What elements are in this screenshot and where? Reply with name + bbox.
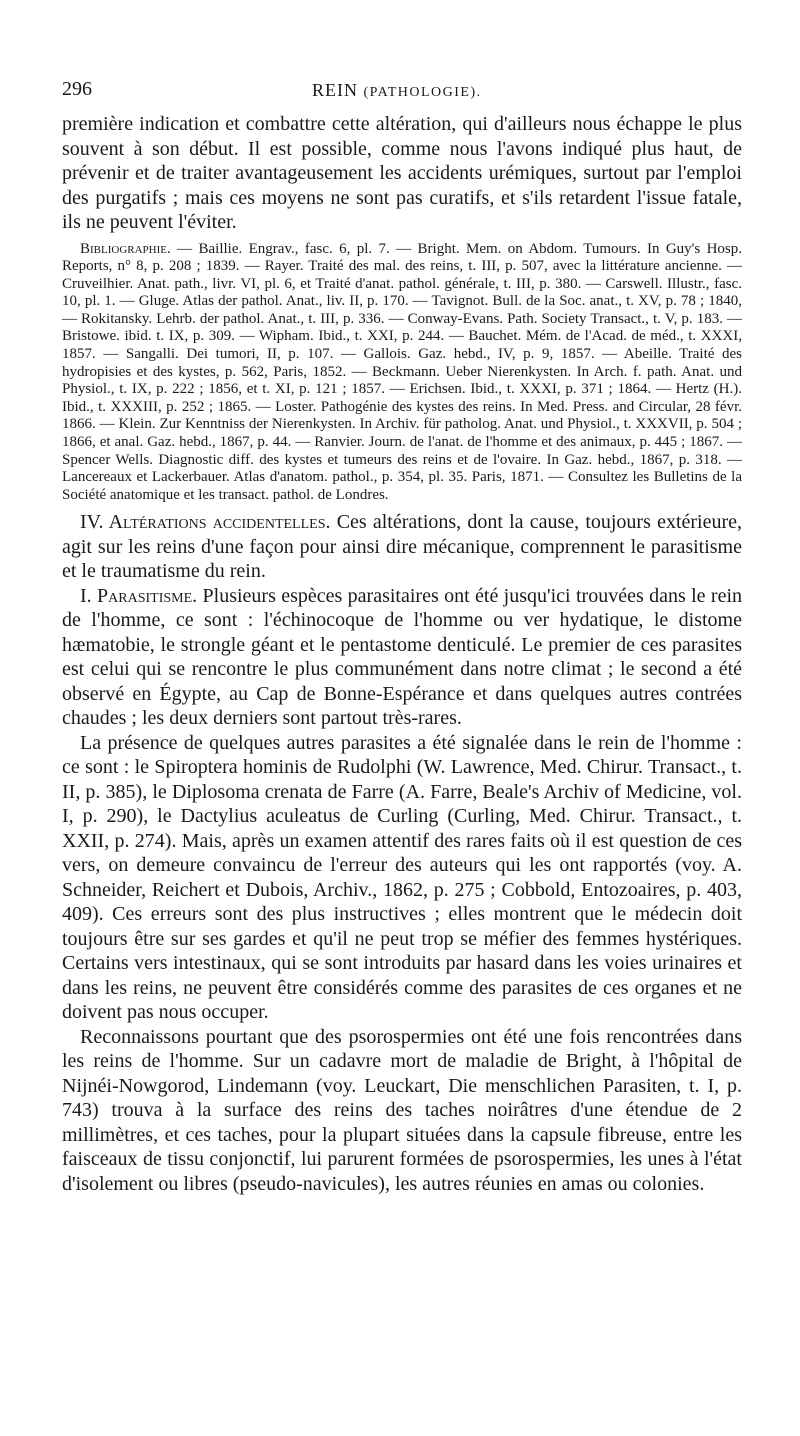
bibliography [62, 241, 742, 505]
paragraph-continuation: première indication et combattre cette altération, qui d'ailleurs nous échappe le plus souvent à son début. Il est possible, comme nous l'avons indiqué plus haut, de prévenir et de traiter avantageusement les accidents urémiques, surtout par l'emploi des purgatifs ; mais ces moyens ne sont pas curatifs, et s'ils retardent l'issue fatale, ils ne peuvent l'éviter. [62, 113, 742, 233]
subsection-heading: I. Parasitisme. [80, 584, 198, 607]
body-text [62, 112, 742, 1196]
section-heading: IV. Altérations accidentelles. [80, 511, 331, 534]
running-title-main: REIN [312, 80, 358, 100]
bibliography-heading: Bibliographie. [80, 240, 171, 257]
document-page [62, 78, 742, 1196]
bibliography-text: — Baillie. Engrav., fasc. 6, pl. 7. — Bright. Mem. on Abdom. Tumours. In Guy's Hosp. Reports, n° 8, p. 208 ; 1839. — Rayer. Traité des mal. des reins, t. III, p. 507, avec la littérature ancienne. — Cruveilhier. Anat. path., livr. VI, pl. 6, et Traité d'anat. pathol. générale, t. III, p. 380. — Carswell. Illustr., fasc. 10, pl. 1. — Gluge. Atlas der pathol. Anat., liv. II, p. 170. — Tavignot. Bull. de la Soc. anat., t. XV, p. 78 ; 1840, — Rokitansky. Lehrb. der pathol. Anat., t. III, p. 336. — Conway-Evans. Path. Society Transact., t. V, p. 183. — Bristowe. ibid. t. IX, p. 309. — Wipham. Ibid., t. XXI, p. 244. — Bauchet. Mém. de l'Acad. de méd., t. XXXI, 1857. — Sangalli. Dei tumori, II, p. 107. — Gallois. Gaz. hebd., IV, p. 9, 1857. — Abeille. Traité des hydropisies et des kystes, p. 562, Paris, 1852. — Beckmann. Ueber Nierenkysten. In Arch. f. path. Anat. und Physiol., t. IX, p. 222 ; 1856, et t. XI, p. 121 ; 1857. — Erichsen. Ibid., t. XXXI, p. 371 ; 1864. — Hertz (H.). Ibid., t. XXXIII, p. 252 ; 1865. — Loster. Pathogénie des kystes des reins. In Med. Press. and Circular, 28 févr. 1866. — Klein. Zur Kenntniss der Nierenkysten. In Archiv. für patholog. Anat. und Physiol., t. XXXVII, p. 504 ; 1866, et anal. Gaz. hebd., 1867, p. 44. — Ranvier. Journ. de l'anat. de l'homme et des animaux, p. 445 ; 1867. — Spencer Wells. Diagnostic diff. des kystes et tumeurs des reins et de l'ovaire. In Gaz. hebd., 1867, p. 318. — Lancereaux et Lackerbauer. Atlas d'anatom. pathol., p. 354, pl. 35. Paris, 1871. — Consultez les Bulletins de la Société anatomique et les transact. pathol. de Londres. [62, 240, 743, 503]
page-header [62, 78, 742, 112]
paragraph-other-parasites: La présence de quelques autres parasites a été signalée dans le rein de l'homme : ce sont : le Spiroptera hominis de Rudolphi (W. Lawrence, Med. Chirur. Transact., t. II, p. 385), le Diplosoma crenata de Farre (A. Farre, Beale's Archiv of Medicine, vol. I, p. 290), le Dactylius aculeatus de Curling (Curling, Med. Chirur. Transact., t. XXII, p. 274). Mais, après un examen attentif des rares faits où il est question de ces vers, on demeure convaincu de l'erreur des auteurs qui les ont rapportés (voy. A. Schneider, Reichert et Dubois, Archiv., 1862, p. 275 ; Cobbold, Entozoaires, p. 403, 409). Ces erreurs sont des plus instructives ; elles montrent que le médecin doit toujours être sur ses gardes et qu'il ne peut trop se méfier des femmes hystériques. Certains vers intestinaux, qui se sont introduits par hasard dans les voies urinaires et dans les reins, ne peuvent être considérés comme des parasites de ces organes et ne doivent pas nous occuper. [62, 731, 742, 1024]
subsection-parasitism [62, 584, 742, 731]
running-title-sub: (PATHOLOGIE). [363, 85, 482, 100]
section-text: Ces altérations, dont la cause, toujours extérieure, agit sur les reins d'une façon pour ainsi dire mécanique, comprennent le parasitisme et le traumatisme du rein. [62, 511, 743, 583]
subsection-text: Plusieurs espèces parasitaires ont été jusqu'ici trouvées dans le rein de l'homme, ce sont : l'échinocoque de l'homme ou ver hydatique, le distome hæmatobie, le strongle géant et le pentastome denticulé. Le premier de ces parasites est celui qui se rencontre le plus communément dans notre climat ; le second a été observé en Égypte, au Cap de Bonne-Espérance et dans quelques autres contrées chaudes ; les deux derniers sont partout très-rares. [62, 584, 742, 730]
paragraph-psorospermies: Reconnaissons pourtant que des psorospermies ont été une fois rencontrées dans les reins de l'homme. Sur un cadavre mort de maladie de Bright, à l'hôpital de Nijnéi-Nowgorod, Lindemann (voy. Leuckart, Die menschlichen Parasiten, t. I, p. 743) trouva à la surface des reins des taches noirâtres d'une étendue de 2 millimètres, et ces taches, pour la plupart situées dans la capsule fibreuse, entre les faisceaux de tissu conjonctif, lui parurent formées de psorospermies, les unes à l'état d'isolement ou libres (pseudo-navicules), les autres réunies en amas ou colonies. [62, 1025, 742, 1195]
section-accidental-alterations [62, 510, 742, 584]
running-title [312, 80, 482, 101]
page-number: 296 [62, 78, 92, 100]
